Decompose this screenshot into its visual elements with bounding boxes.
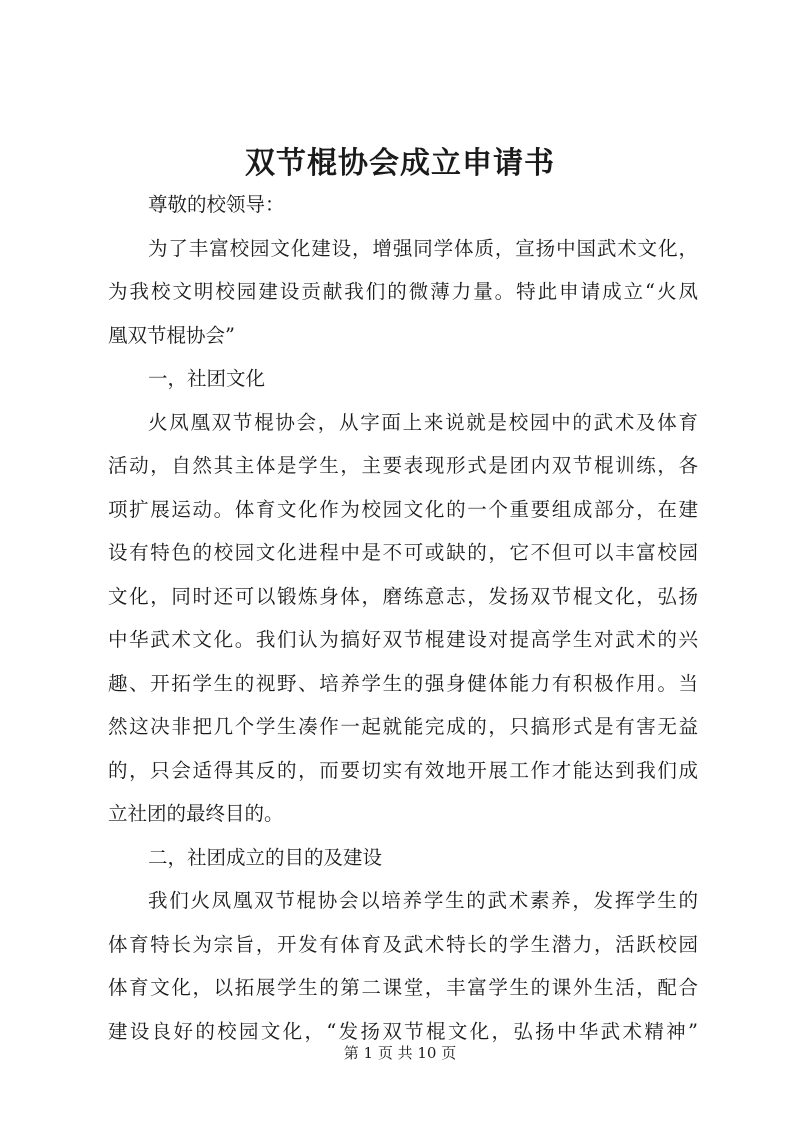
paragraph-line: 的，只会适得其反的，而要切实有效地开展工作才能达到我们成 bbox=[108, 758, 698, 782]
paragraph-line: 凰双节棍协会” bbox=[108, 323, 235, 347]
section-heading: 一，社团文化 bbox=[148, 367, 266, 390]
paragraph-line: 中华武术文化。我们认为搞好双节棍建设对提高学生对武术的兴 bbox=[108, 628, 698, 651]
document-body bbox=[108, 183, 698, 1053]
paragraph-line: 为我校文明校园建设贡献我们的微薄力量。特此申请成立“火凤 bbox=[108, 280, 698, 303]
salutation: 尊敬的校领导： bbox=[148, 193, 285, 216]
paragraph-line: 文化，同时还可以锻炼身体，磨练意志，发扬双节棍文化，弘扬 bbox=[108, 584, 698, 608]
paragraph-line: 建设良好的校园文化，“发扬双节棍文化，弘扬中华武术精神” bbox=[108, 1019, 698, 1043]
paragraph-line: 然这决非把几个学生凑作一起就能完成的，只搞形式是有害无益 bbox=[108, 715, 698, 738]
paragraph-line: 我们火凤凰双节棍协会以培养学生的武术素养，发挥学生的 bbox=[148, 889, 698, 912]
paragraph-line: 项扩展运动。体育文化作为校园文化的一个重要组成部分，在建 bbox=[108, 497, 698, 521]
paragraph-line: 立社团的最终目的。 bbox=[108, 802, 284, 825]
section-heading: 二，社团成立的目的及建设 bbox=[148, 845, 383, 869]
paragraph-line: 体育文化，以拓展学生的第二课堂，丰富学生的课外生活，配合 bbox=[108, 976, 698, 999]
paragraph-line: 趣、开拓学生的视野、培养学生的强身健体能力有积极作用。当 bbox=[108, 671, 698, 695]
paragraph-line: 设有特色的校园文化进程中是不可或缺的，它不但可以丰富校园 bbox=[108, 541, 698, 564]
paragraph-line: 活动，自然其主体是学生，主要表现形式是团内双节棍训练，各 bbox=[108, 454, 698, 477]
paragraph-line: 火凤凰双节棍协会，从字面上来说就是校园中的武术及体育 bbox=[148, 410, 698, 434]
document-title: 双节棍协会成立申请书 bbox=[245, 146, 555, 181]
paragraph-line: 体育特长为宗旨，开发有体育及武术特长的学生潜力，活跃校园 bbox=[108, 932, 698, 956]
paragraph-line: 为了丰富校园文化建设，增强同学体质，宣扬中国武术文化， bbox=[148, 236, 698, 260]
page-indicator: 第 1 页 共 10 页 bbox=[343, 1044, 457, 1062]
